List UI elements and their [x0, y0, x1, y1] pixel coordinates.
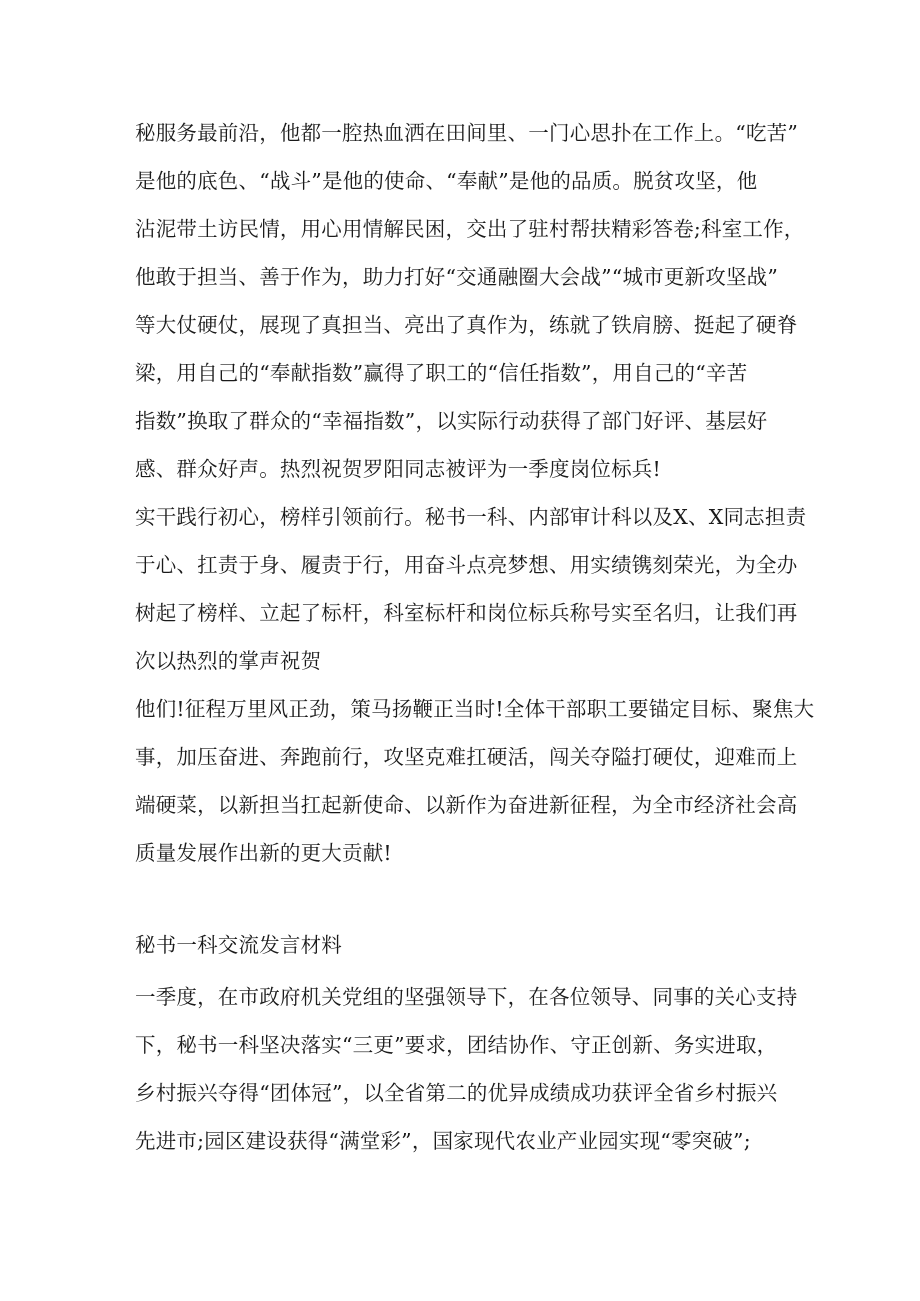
text-line: 次以热烈的掌声祝贺: [135, 649, 322, 673]
text-line: 于心、扛责于身、履责于行，用奋斗点亮梦想、用实绩镌刻荣光，为全办: [135, 553, 798, 577]
text-line: 他敢于担当、善于作为，助力打好“交通融圈大会战”“城市更新攻坚战”: [135, 265, 779, 289]
section-heading: 秘书一科交流发言材料: [135, 933, 342, 957]
text-line: 是他的底色、“战斗”是他的使命、“奉献”是他的品质。脱贫攻坚，他: [135, 169, 758, 193]
text-line: 先进市;园区建设获得“满堂彩”，国家现代农业产业园实现“零突破”;: [135, 1129, 751, 1153]
text-line: 沾泥带土访民情，用心用情解民困，交出了驻村帮扶精彩答卷;科室工作，: [135, 217, 805, 241]
text-line: 他们!征程万里风正劲，策马扬鞭正当时!全体干部职工要锚定目标、聚焦大: [135, 697, 815, 721]
text-line: 指数”换取了群众的“幸福指数”，以实际行动获得了部门好评、基层好: [135, 409, 768, 433]
text-line: 秘服务最前沿，他都一腔热血洒在田间里、一门心思扑在工作上。“吃苦”: [135, 121, 799, 145]
text-line: 端硬菜，以新担当扛起新使命、以新作为奋进新征程，为全市经济社会高: [135, 793, 798, 817]
text-line: 质量发展作出新的更大贡献!: [135, 841, 392, 865]
text-line: 事，加压奋进、奔跑前行，攻坚克难扛硬活，闯关夺隘打硬仗，迎难而上: [135, 745, 798, 769]
text-line: 等大仗硬仗，展现了真担当、亮出了真作为，练就了铁肩膀、挺起了硬脊: [135, 313, 798, 337]
text-line: 树起了榜样、立起了标杆，科室标杆和岗位标兵称号实至名归，让我们再: [135, 601, 798, 625]
text-line: 一季度，在市政府机关党组的坚强领导下，在各位领导、同事的关心支持: [135, 985, 798, 1009]
text-line: 乡村振兴夺得“团体冠”，以全省第二的优异成绩成功获评全省乡村振兴: [135, 1081, 778, 1105]
text-line: 感、群众好声。热烈祝贺罗阳同志被评为一季度岗位标兵!: [135, 457, 661, 481]
text-line: 梁，用自己的“奉献指数”赢得了职工的“信任指数”，用自己的“辛苦: [135, 361, 748, 385]
text-line: 实干践行初心，榜样引领前行。秘书一科、内部审计科以及X、X同志担责: [135, 505, 807, 529]
text-line: 下，秘书一科坚决落实“三更”要求，团结协作、守正创新、务实进取，: [135, 1033, 778, 1057]
